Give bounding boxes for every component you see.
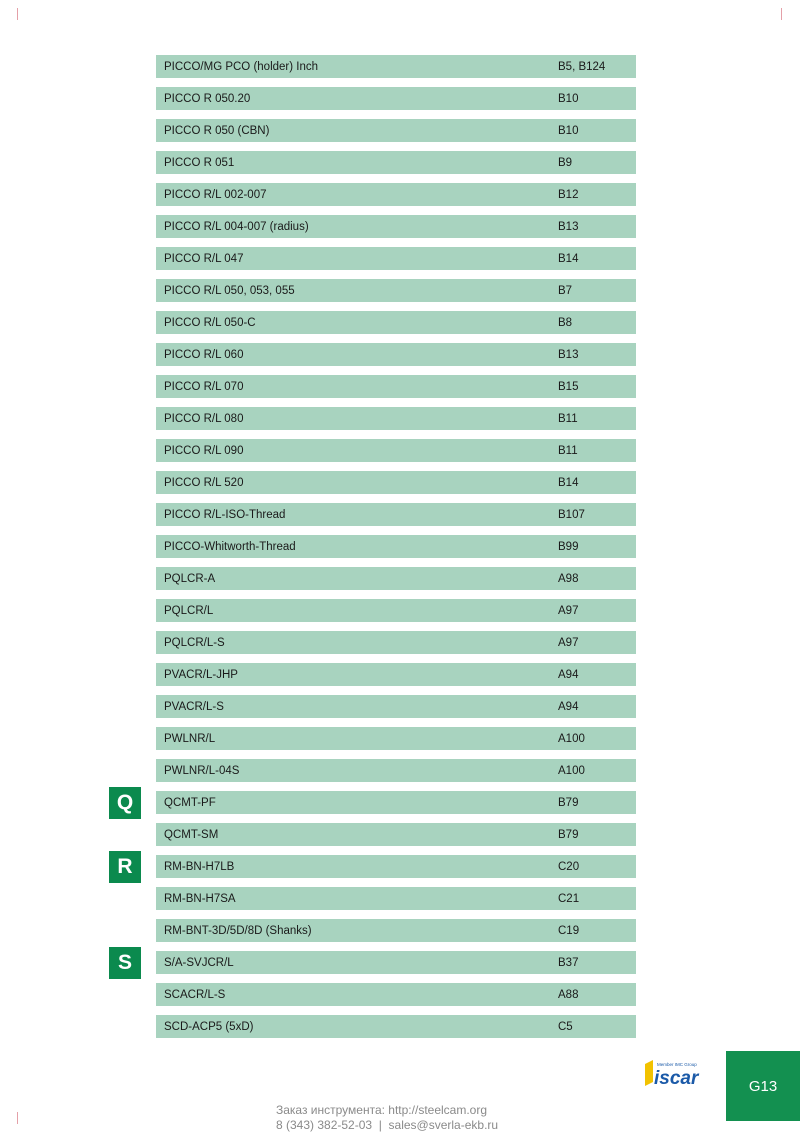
table-row <box>156 887 636 910</box>
table-row <box>156 439 636 462</box>
table-row <box>156 215 636 238</box>
page-reference: B9 <box>558 156 573 169</box>
page-reference: B10 <box>558 124 579 137</box>
crop-mark-bottom-left <box>17 1112 18 1124</box>
product-name: QCMT-SM <box>164 828 219 841</box>
product-name: RM-BNT-3D/5D/8D (Shanks) <box>164 924 312 937</box>
table-row <box>156 663 636 686</box>
page-reference: B11 <box>558 444 578 457</box>
product-name: PQLCR/L <box>164 604 214 617</box>
product-name: PICCO R/L 090 <box>164 444 244 457</box>
page-reference: B13 <box>558 348 579 361</box>
product-name: PICCO R/L 520 <box>164 476 244 489</box>
table-row <box>156 375 636 398</box>
product-name: PVACR/L-JHP <box>164 668 238 681</box>
product-name: RM-BN-H7LB <box>164 860 235 873</box>
page-reference: A100 <box>558 764 585 777</box>
table-row <box>156 759 636 782</box>
table-row <box>156 87 636 110</box>
table-row <box>156 919 636 942</box>
table-row <box>156 951 636 974</box>
page-reference: C5 <box>558 1020 573 1033</box>
page-tab: G13 <box>726 1051 800 1121</box>
table-row <box>156 471 636 494</box>
table-row <box>156 535 636 558</box>
section-letter-s: S <box>109 947 141 979</box>
page-reference: B79 <box>558 796 579 809</box>
section-letter-q: Q <box>109 787 141 819</box>
iscar-logo <box>645 1060 715 1088</box>
table-row <box>156 407 636 430</box>
product-name: PICCO R/L 080 <box>164 412 244 425</box>
table-row <box>156 695 636 718</box>
product-name: PICCO R/L 002-007 <box>164 188 267 201</box>
page-reference: A97 <box>558 604 579 617</box>
product-name: PQLCR/L-S <box>164 636 225 649</box>
page-reference: B15 <box>558 380 579 393</box>
page-reference: B10 <box>558 92 579 105</box>
product-name: SCACR/L-S <box>164 988 226 1001</box>
table-row <box>156 791 636 814</box>
table-row <box>156 823 636 846</box>
table-row <box>156 119 636 142</box>
product-name: SCD-ACP5 (5xD) <box>164 1020 254 1033</box>
page-reference: A100 <box>558 732 585 745</box>
product-name: QCMT-PF <box>164 796 216 809</box>
product-name: PICCO R/L 050-C <box>164 316 256 329</box>
product-name: PICCO R/L 004-007 (radius) <box>164 220 309 233</box>
page-reference: A94 <box>558 668 579 681</box>
product-name: PVACR/L-S <box>164 700 224 713</box>
page-reference: A98 <box>558 572 579 585</box>
page-reference: B107 <box>558 508 585 521</box>
table-row <box>156 631 636 654</box>
table-row <box>156 855 636 878</box>
page-reference: B8 <box>558 316 573 329</box>
product-name: PICCO R 050 (CBN) <box>164 124 270 137</box>
page-reference: A94 <box>558 700 579 713</box>
page-reference: B79 <box>558 828 579 841</box>
table-row <box>156 503 636 526</box>
table-row <box>156 1015 636 1038</box>
page-reference: C21 <box>558 892 580 905</box>
page-reference: B99 <box>558 540 579 553</box>
logo-member-text: Member IMC Group <box>657 1062 697 1067</box>
page-reference: B5, B124 <box>558 60 606 73</box>
table-row <box>156 279 636 302</box>
product-name: PICCO R/L 060 <box>164 348 244 361</box>
product-name: PICCO/MG PCO (holder) Inch <box>164 60 319 73</box>
product-name: PICCO R 051 <box>164 156 235 169</box>
page-reference: C19 <box>558 924 580 937</box>
index-table <box>156 55 636 1047</box>
product-name: PWLNR/L <box>164 732 216 745</box>
page-reference: B37 <box>558 956 579 969</box>
table-row <box>156 183 636 206</box>
crop-mark-top-left <box>17 8 18 20</box>
page-reference: B14 <box>558 252 579 265</box>
product-name: RM-BN-H7SA <box>164 892 236 905</box>
product-name: PICCO R/L-ISO-Thread <box>164 508 286 521</box>
table-row <box>156 151 636 174</box>
table-row <box>156 727 636 750</box>
page-reference: C20 <box>558 860 580 873</box>
table-row <box>156 55 636 78</box>
table-row <box>156 599 636 622</box>
page-reference: A88 <box>558 988 579 1001</box>
product-name: PICCO R/L 050, 053, 055 <box>164 284 295 297</box>
product-name: PICCO-Whitworth-Thread <box>164 540 296 553</box>
logo-brand-text: iscar <box>654 1068 699 1088</box>
page-reference: A97 <box>558 636 579 649</box>
page-reference: B14 <box>558 476 579 489</box>
page-reference: B11 <box>558 412 578 425</box>
product-name: S/A-SVJCR/L <box>164 956 234 969</box>
page-reference: B12 <box>558 188 579 201</box>
footer-line-2: 8 (343) 382-52-03 | sales@sverla-ekb.ru <box>276 1118 499 1132</box>
product-name: PWLNR/L-04S <box>164 764 240 777</box>
table-row <box>156 311 636 334</box>
table-row <box>156 343 636 366</box>
table-row <box>156 567 636 590</box>
section-letter-r: R <box>109 851 141 883</box>
page-reference: B13 <box>558 220 579 233</box>
product-name: PQLCR-A <box>164 572 216 585</box>
product-name: PICCO R/L 070 <box>164 380 244 393</box>
footer <box>276 1103 498 1133</box>
product-name: PICCO R/L 047 <box>164 252 244 265</box>
product-name: PICCO R 050.20 <box>164 92 251 105</box>
table-row <box>156 983 636 1006</box>
page-reference: B7 <box>558 284 573 297</box>
crop-mark-top-right <box>781 8 782 20</box>
footer-line-1: Заказ инструмента: http://steelcam.org <box>276 1103 488 1117</box>
table-row <box>156 247 636 270</box>
